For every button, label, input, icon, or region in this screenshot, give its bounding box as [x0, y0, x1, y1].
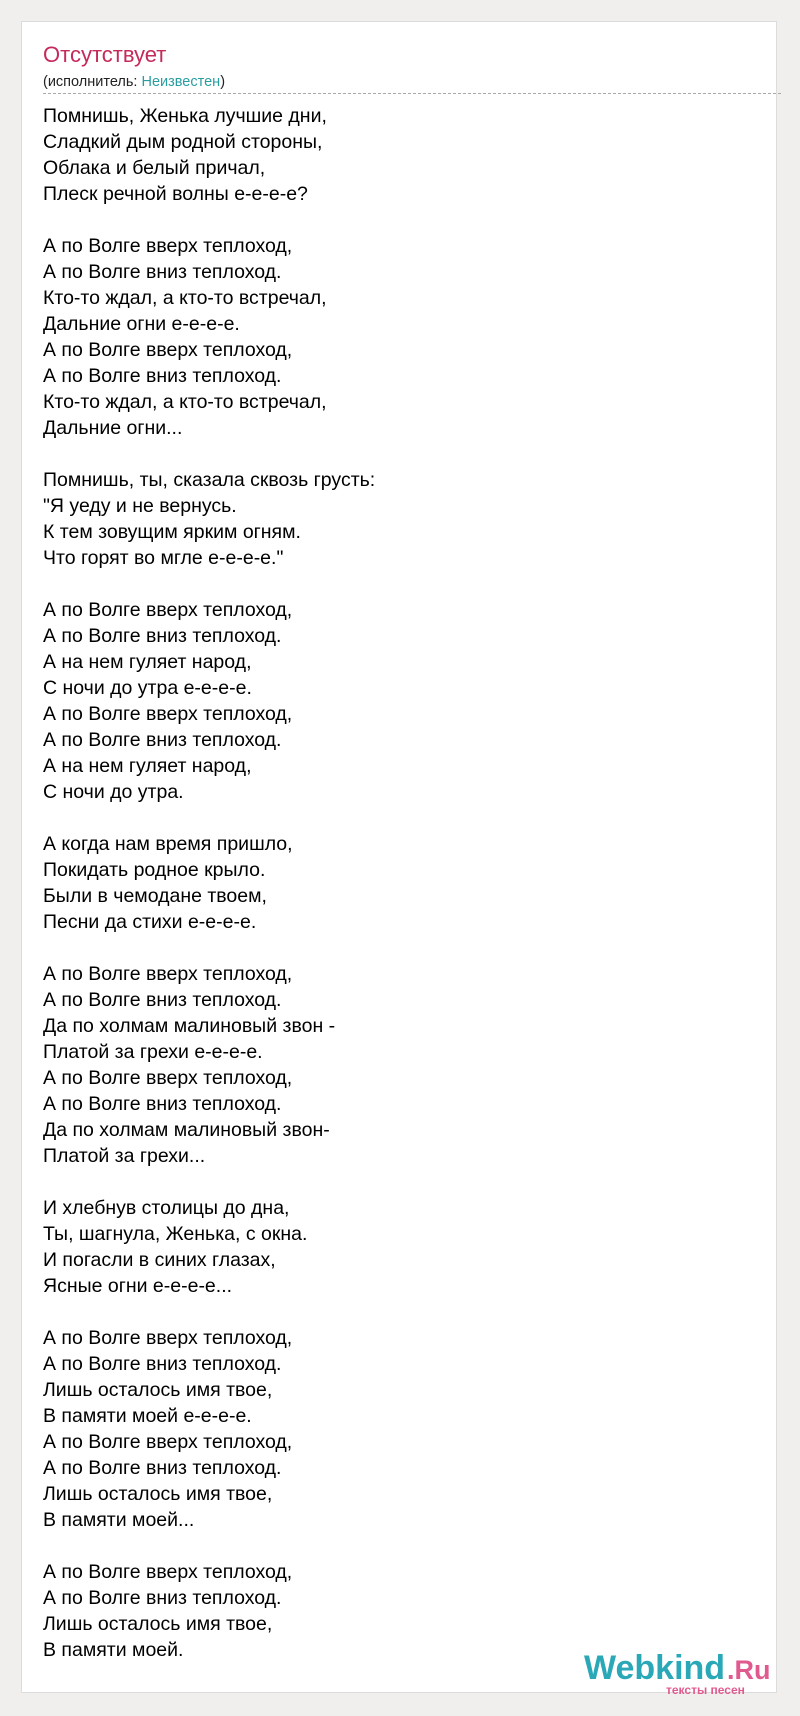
lyric-line: В памяти моей... — [43, 1509, 195, 1531]
lyric-line: "Я уеду и не вернусь. — [43, 495, 237, 517]
lyric-line: Дальние огни... — [43, 417, 183, 439]
lyric-line: Кто-то ждал, а кто-то встречал, — [43, 391, 327, 413]
lyric-line: Были в чемодане твоем, — [43, 885, 267, 907]
stanza-gap — [43, 1533, 763, 1559]
lyric-line: Ясные огни е-е-е-е... — [43, 1275, 233, 1297]
lyric-line: А по Волге вниз теплоход. — [43, 365, 282, 387]
song-title: Отсутствует — [43, 42, 167, 67]
lyric-line: С ночи до утра. — [43, 781, 184, 803]
stanza-gap — [43, 1299, 763, 1325]
lyric-line: А по Волге вверх теплоход, — [43, 963, 293, 985]
stanza-gap — [43, 571, 763, 597]
stanza-gap — [43, 805, 763, 831]
artist-line — [43, 73, 225, 91]
lyric-line: Помнишь, ты, сказала сквозь грусть: — [43, 469, 376, 491]
logo-tagline: тексты песен — [666, 1683, 745, 1697]
lyric-line: А по Волге вверх теплоход, — [43, 235, 293, 257]
lyric-line: А по Волге вверх теплоход, — [43, 339, 293, 361]
lyric-line: Сладкий дым родной стороны, — [43, 131, 323, 153]
stanza-gap — [43, 441, 763, 467]
lyric-line: А по Волге вниз теплоход. — [43, 989, 282, 1011]
lyric-line: Кто-то ждал, а кто-то встречал, — [43, 287, 327, 309]
lyric-line: Лишь осталось имя твое, — [43, 1483, 273, 1505]
lyric-line: Да по холмам малиновый звон- — [43, 1119, 330, 1141]
artist-link[interactable]: Неизвестен — [141, 74, 221, 90]
logo-tld: .Ru — [727, 1655, 771, 1685]
lyric-line: А по Волге вниз теплоход. — [43, 1093, 282, 1115]
lyric-line: И погасли в синих глазах, — [43, 1249, 276, 1271]
lyric-line: Лишь осталось имя твое, — [43, 1379, 273, 1401]
artist-prefix: (исполнитель: — [43, 74, 142, 90]
lyric-line: А по Волге вверх теплоход, — [43, 703, 293, 725]
lyric-line: Да по холмам малиновый звон - — [43, 1015, 336, 1037]
lyric-line: Платой за грехи... — [43, 1145, 206, 1167]
header-divider — [43, 93, 781, 94]
lyric-line: А по Волге вверх теплоход, — [43, 1327, 293, 1349]
lyric-line: Песни да стихи е-е-е-е. — [43, 911, 257, 933]
lyric-line: Что горят во мгле е-е-е-е." — [43, 547, 284, 569]
lyric-line: Лишь осталось имя твое, — [43, 1613, 273, 1635]
lyric-line: А по Волге вверх теплоход, — [43, 599, 293, 621]
artist-suffix: ) — [220, 74, 226, 90]
lyric-line: А на нем гуляет народ, — [43, 651, 252, 673]
lyric-line: С ночи до утра е-е-е-е. — [43, 677, 252, 699]
lyric-line: А по Волге вниз теплоход. — [43, 261, 282, 283]
stanza-gap — [43, 1169, 763, 1195]
lyric-line: А по Волге вниз теплоход. — [43, 729, 282, 751]
lyric-line: В памяти моей е-е-е-е. — [43, 1405, 252, 1427]
logo-brand: Webkind — [584, 1649, 726, 1687]
lyric-line: А по Волге вниз теплоход. — [43, 625, 282, 647]
lyrics-card — [21, 21, 777, 1697]
lyric-line: А на нем гуляет народ, — [43, 755, 252, 777]
lyric-line: А по Волге вниз теплоход. — [43, 1457, 282, 1479]
stanza-gap — [43, 935, 763, 961]
lyric-line: Плеск речной волны е-е-е-е? — [43, 183, 308, 205]
lyric-line: А когда нам время пришло, — [43, 833, 293, 855]
lyric-line: Дальние огни е-е-е-е. — [43, 313, 240, 335]
lyric-line: Облака и белый причал, — [43, 157, 266, 179]
lyric-line: А по Волге вверх теплоход, — [43, 1561, 293, 1583]
lyric-line: Платой за грехи е-е-е-е. — [43, 1041, 263, 1063]
lyric-line: Ты, шагнула, Женька, с окна. — [43, 1223, 308, 1245]
lyric-line: В памяти моей. — [43, 1639, 184, 1661]
stanza-gap — [43, 207, 763, 233]
lyric-line: Помнишь, Женька лучшие дни, — [43, 105, 327, 127]
lyric-line: Покидать родное крыло. — [43, 859, 266, 881]
webkind-logo[interactable] — [584, 1648, 794, 1698]
lyric-line: А по Волге вниз теплоход. — [43, 1587, 282, 1609]
lyrics-text — [43, 103, 763, 1663]
lyric-line: К тем зовущим ярким огням. — [43, 521, 301, 543]
lyric-line: А по Волге вверх теплоход, — [43, 1431, 293, 1453]
lyric-line: И хлебнув столицы до дна, — [43, 1197, 290, 1219]
lyric-line: А по Волге вверх теплоход, — [43, 1067, 293, 1089]
lyric-line: А по Волге вниз теплоход. — [43, 1353, 282, 1375]
